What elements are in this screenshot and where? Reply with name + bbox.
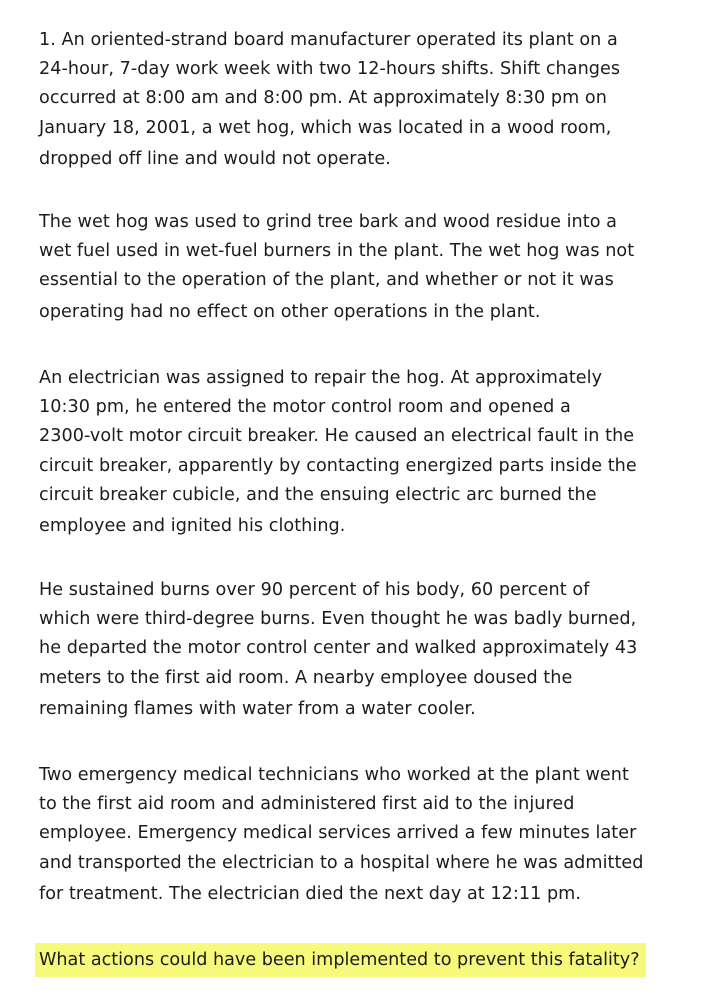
text-line: circuit breaker cubicle, and the ensuing electric arc burned the <box>39 484 597 505</box>
text-line: operating had no effect on other operations in the plant. <box>39 301 541 322</box>
text-line: circuit breaker, apparently by contacting energized parts inside the <box>39 455 637 476</box>
text-line: essential to the operation of the plant, and whether or not it was <box>39 270 614 291</box>
text-line: dropped off line and would not operate. <box>39 148 391 169</box>
paragraph-wet-hog-description <box>39 208 634 329</box>
text-line: 2300-volt motor circuit breaker. He caused an electrical fault in the <box>39 426 635 447</box>
paragraph-injuries <box>39 576 637 726</box>
highlighted-question: What actions could have been implemented to prevent this fatality? <box>35 943 646 977</box>
text-line: to the first aid room and administered first aid to the injured <box>39 794 575 815</box>
text-line: Two emergency medical technicians who worked at the plant went <box>39 765 629 785</box>
text-line: He sustained burns over 90 percent of his body, 60 percent of <box>39 580 590 600</box>
paragraph-electrician-repair <box>39 364 637 543</box>
text-line: which were third-degree burns. Even thought he was badly burned, <box>39 609 637 630</box>
text-line: and transported the electrician to a hospital where he was admitted <box>39 852 644 873</box>
text-line: remaining flames with water from a water cooler. <box>39 698 476 719</box>
text-line: 10:30 pm, he entered the motor control room and opened a <box>39 397 571 418</box>
paragraph-medical-response <box>39 761 644 911</box>
text-line: he departed the motor control center and walked approximately 43 <box>39 638 638 659</box>
paragraph-incident-intro <box>39 26 620 176</box>
text-line: January 18, 2001, a wet hog, which was located in a wood room, <box>39 117 612 138</box>
text-line: 1. An oriented-strand board manufacturer operated its plant on a <box>39 30 618 50</box>
text-line: 24-hour, 7-day work week with two 12-hours shifts. Shift changes <box>39 59 621 80</box>
text-line: employee. Emergency medical services arrived a few minutes later <box>39 823 637 844</box>
text-line: occurred at 8:00 am and 8:00 pm. At approximately 8:30 pm on <box>39 88 607 109</box>
text-line: employee and ignited his clothing. <box>39 516 346 537</box>
text-line: meters to the first aid room. A nearby employee doused the <box>39 667 573 688</box>
text-line: The wet hog was used to grind tree bark and wood residue into a <box>39 212 617 232</box>
text-line: wet fuel used in wet-fuel burners in the plant. The wet hog was not <box>39 241 635 262</box>
text-line: An electrician was assigned to repair the hog. At approximately <box>39 368 603 388</box>
text-line: for treatment. The electrician died the next day at 12:11 pm. <box>39 883 582 904</box>
